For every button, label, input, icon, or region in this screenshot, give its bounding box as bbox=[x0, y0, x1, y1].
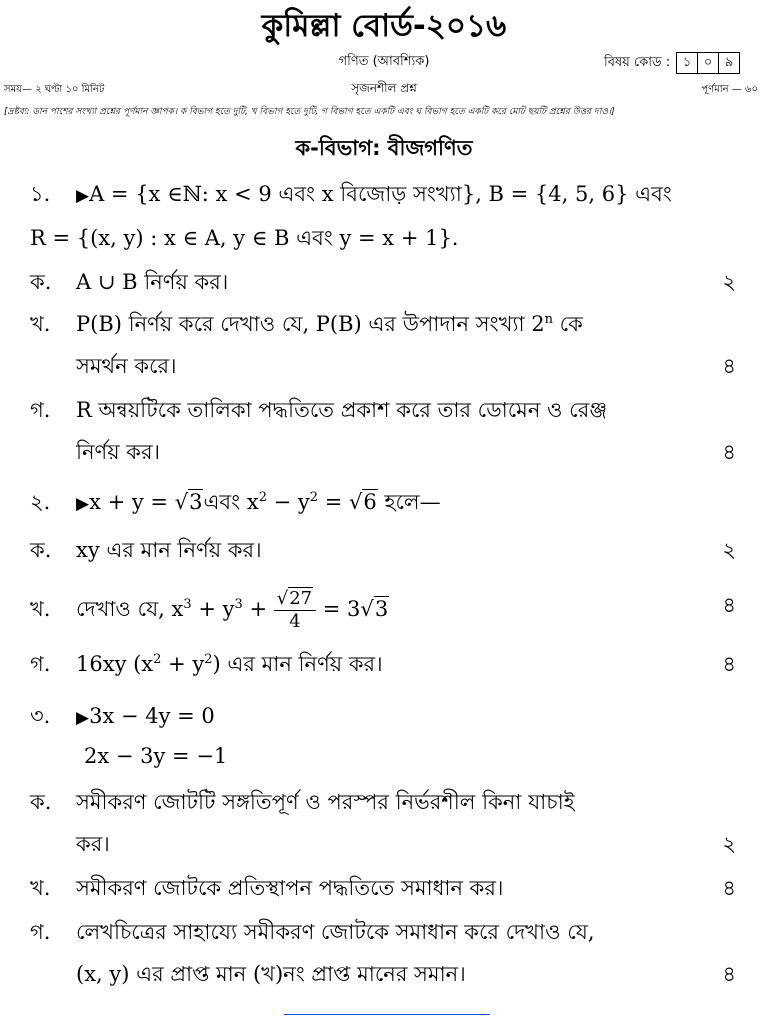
part-label: গ. bbox=[30, 920, 51, 944]
section-title: ক-বিভাগ: বীজগণিত bbox=[295, 136, 473, 160]
q3-equation-1: ৩. ▶3x − 4y = 0 bbox=[30, 700, 740, 735]
q2-part-ga: গ. 16xy $(x^2 + y^2)$ এর মান নির্ণয় কর। ৪ bbox=[30, 648, 740, 683]
part-marks: ৪ bbox=[722, 876, 736, 900]
part-label: খ. bbox=[30, 597, 51, 621]
part-marks: ২ bbox=[722, 270, 736, 294]
full-marks: পূর্ণমান — ৬০ bbox=[701, 84, 758, 95]
q1-part-kha: খ. P(B) নির্ণয় করে দেখাও যে, P(B) এর উপাদান সংখ্যা 2$^n$ কে bbox=[30, 308, 740, 343]
subject-code bbox=[604, 52, 740, 74]
q3-part-ga-cont: (x, y) এর প্রাপ্ত মান (খ)নং প্রাপ্ত মানের সমান। ৪ bbox=[30, 958, 740, 993]
question-number: ৩. bbox=[30, 704, 51, 728]
q2-part-kha: খ. দেখাও যে, $x^3 + y^3$ + $\frac{√27}{4}$ = 3√3 ৪ bbox=[30, 580, 740, 630]
subject-code-label: বিষয় কোড : bbox=[604, 54, 671, 70]
code-digit: ১ bbox=[677, 53, 698, 73]
part-label: খ. bbox=[30, 876, 51, 900]
question-type: সৃজনশীল প্রশ্ন bbox=[351, 81, 417, 95]
subject-name: গণিত (আবশ্যিক) bbox=[338, 54, 430, 69]
question-number: ১. bbox=[30, 182, 51, 206]
q3-equation-2: 2x − 3y = −1 bbox=[84, 744, 228, 768]
q1-part-kha-cont: সমর্থন করে। ৪ bbox=[30, 350, 740, 385]
question-number: ২. bbox=[30, 490, 51, 514]
triangle-icon: ▶ bbox=[76, 186, 90, 206]
part-label: গ. bbox=[30, 652, 51, 676]
part-marks: ৪ bbox=[722, 354, 736, 378]
q3-part-ka-cont: কর। ২ bbox=[30, 828, 740, 863]
q2-part-ka: ক. xy এর মান নির্ণয় কর। ২ bbox=[30, 534, 740, 569]
part-marks: ৪ bbox=[722, 440, 736, 464]
q1-part-ga: গ. R অন্বয়টিকে তালিকা পদ্ধতিতে প্রকাশ করে তার ডোমেন ও রেঞ্জ bbox=[30, 394, 740, 429]
part-label: ক. bbox=[30, 270, 52, 294]
part-label: গ. bbox=[30, 398, 51, 422]
part-marks: ৪ bbox=[722, 593, 736, 617]
q1-part-ga-cont: নির্ণয় কর। ৪ bbox=[30, 436, 740, 471]
part-label: ক. bbox=[30, 790, 52, 814]
part-marks: ৪ bbox=[722, 652, 736, 676]
code-digit: ০ bbox=[698, 53, 719, 73]
q2-stem: ২. ▶x + y = √3এবং $x^2 - y^2 = √6$ হলে— bbox=[30, 486, 740, 521]
code-digit: ৯ bbox=[724, 54, 734, 70]
fraction: $\frac{√27}{4}$ bbox=[274, 588, 316, 633]
instruction-note: [দ্রষ্টব্য: ডান পাশের সংখ্যা প্রশ্নের পূর্ণমান জ্ঞাপক। ক বিভাগ হতে দুটি, খ বিভাগ হতে দুটি, গ বিভাগ হতে একটি এবং ঘ বিভাগ হতে একটি করে মোট ছয়টি প্রশ্নের উত্তর দাও।] bbox=[4, 107, 615, 117]
part-label: ক. bbox=[30, 538, 52, 562]
q1-part-ka: ক. A ∪ B নির্ণয় কর। ২ bbox=[30, 266, 740, 301]
q3-part-ka: ক. সমীকরণ জোটটি সঙ্গতিপূর্ণ ও পরস্পর নির্ভরশীল কিনা যাচাই bbox=[30, 786, 740, 821]
subject-code-box bbox=[676, 52, 740, 74]
part-marks: ৪ bbox=[722, 962, 736, 986]
q3-part-kha: খ. সমীকরণ জোটকে প্রতিস্থাপন পদ্ধতিতে সমাধান কর। ৪ bbox=[30, 872, 740, 907]
part-marks: ২ bbox=[722, 538, 736, 562]
q1-stem-line1: ১. ▶A = {x ∈ℕ: x < 9 এবং x বিজোড় সংখ্যা}, B = {4, 5, 6} এবং bbox=[30, 178, 740, 213]
footer-rule bbox=[284, 1014, 490, 1015]
part-label: খ. bbox=[30, 312, 51, 336]
q1-stem-line2: R = {(x, y) : x ∈ A, y ∈ B এবং y = x + 1}. bbox=[30, 226, 459, 250]
triangle-icon: ▶ bbox=[76, 494, 90, 514]
part-marks: ২ bbox=[722, 832, 736, 856]
triangle-icon: ▶ bbox=[76, 708, 90, 728]
board-title: কুমিল্লা বোর্ড-২০১৬ bbox=[261, 8, 507, 44]
q3-part-ga: গ. লেখচিত্রের সাহায্যে সমীকরণ জোটকে সমাধান করে দেখাও যে, bbox=[30, 916, 740, 951]
exam-time: সময়— ২ ঘণ্টা ১০ মিনিট bbox=[4, 84, 105, 95]
